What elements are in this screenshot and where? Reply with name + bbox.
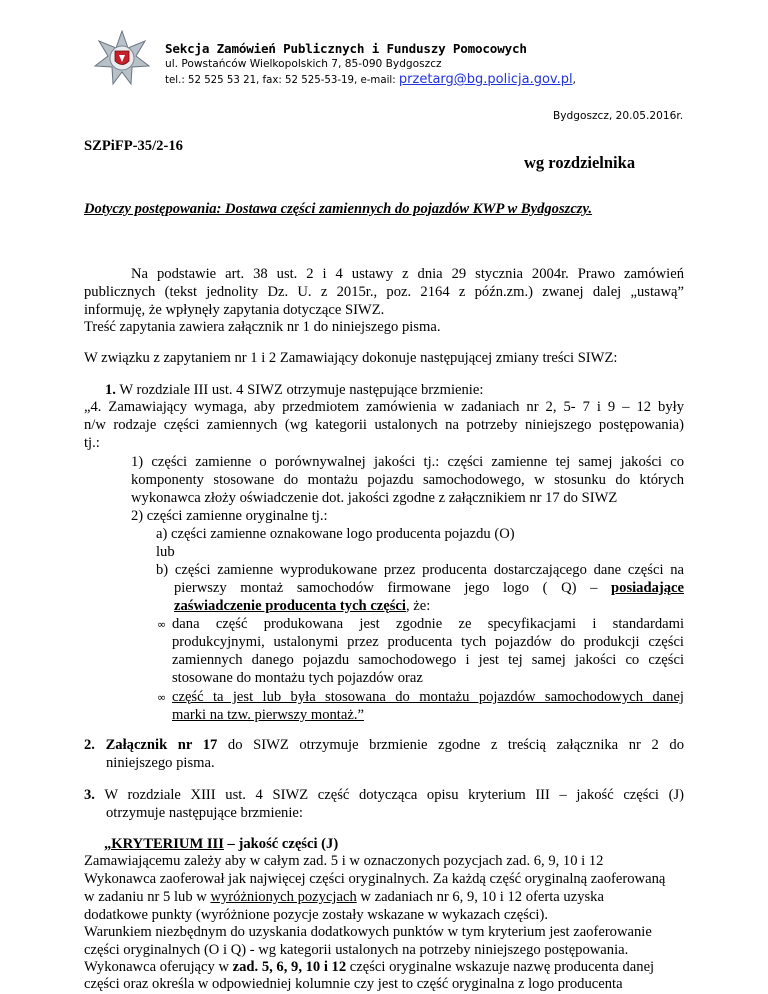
bullet-2-line-2: marki na tzw. pierwszy montaż.” <box>172 707 364 723</box>
email-link[interactable]: przetarg@bg.policja.gov.pl <box>398 72 573 87</box>
police-star-logo <box>92 30 152 86</box>
sub-b-line-1: b) części zamienne wyprodukowane przez producenta dostarczającego dane części na <box>156 562 684 578</box>
criterion-line-3-b: w zadaniach nr 6, 9, 10 i 12 oferta uzyska <box>356 889 604 905</box>
bullet-1-line-3: zamiennych danego pojazdu samochodowego i jest tej samej jakości co części <box>172 652 684 668</box>
bullet-1-line-2: produkcyjnymi, ustalonymi przez producenta tych pojazdów do produkcji części <box>172 634 684 650</box>
sub-b-bold-2: zaświadczenie producenta tych części <box>174 598 406 614</box>
bullet-1-line-1: dana część produkowana jest zgodnie ze specyfikacjami i standardami <box>172 616 684 632</box>
bullet-1-marker: ∞ <box>157 618 167 631</box>
letter-date: Bydgoszcz, 20.05.2016r. <box>553 110 684 122</box>
item2-number: 2. <box>84 737 95 753</box>
item2-bold: Załącznik nr 17 <box>105 737 218 753</box>
sub-b-line-2-text: pierwszy montaż samochodów firmowane jego logo ( Q) – <box>174 580 598 596</box>
criterion-line-7-c: części oryginalne wskazuje nazwę producenta danej <box>346 959 655 975</box>
sub-b-line-2 <box>174 579 684 597</box>
criterion-title-rest: – jakość części (J) <box>223 836 339 852</box>
criterion-line-3-a: w zadaniu nr 5 lub w <box>84 889 211 905</box>
criterion-line-6: części oryginalnych (O i Q) - wg kategorii ustalonych na potrzeby niniejszego postępowania. <box>84 942 629 958</box>
institution-contact <box>165 72 576 87</box>
item1-line-1: „4. Zamawiający wymaga, aby przedmiotem zamówienia w zadaniach nr 2, 5- 7 i 9 – 12 były <box>84 399 684 415</box>
item3-line-2: otrzymuje następujące brzmienie: <box>106 805 303 821</box>
reference-number: SZPiFP-35/2-16 <box>84 138 183 154</box>
criterion-line-3 <box>84 888 604 906</box>
item1-number: 1. <box>105 382 116 398</box>
institution-name: Sekcja Zamówień Publicznych i Funduszy Pomocowych <box>165 41 527 56</box>
item2-line-1 <box>84 736 684 754</box>
sub-b-bold-1: posiadające <box>611 580 684 596</box>
criterion-line-7-a: Wykonawca oferujący w <box>84 959 233 975</box>
criterion-line-5: Warunkiem niezbędnym do uzyskania dodatkowych punktów w tym kryterium jest zaoferowanie <box>84 924 652 940</box>
criterion-title <box>104 835 338 853</box>
criterion-line-7 <box>84 958 654 976</box>
criterion-line-1: Zamawiającemu zależy aby w całym zad. 5 i w oznaczonych pozycjach zad. 6, 9, 10 i 12 <box>84 853 604 869</box>
p2-line: 2) części zamienne oryginalne tj.: <box>131 508 328 524</box>
p1-line-2: komponenty stosowane do montażu pojazdu samochodowego, w stosunku do których <box>131 472 684 488</box>
item2-line-2: niniejszego pisma. <box>106 755 215 771</box>
intro-line-2: publicznych (tekst jednolity Dz. U. z 2015r., poz. 2164 z późn.zm.) zwanej dalej „ustawą” <box>84 284 684 300</box>
p1-line-3: wykonawca złoży oświadczenie dot. jakości zgodne z załącznikiem nr 17 do SIWZ <box>131 490 618 506</box>
intro-line-4: Treść zapytania zawiera załącznik nr 1 do niniejszego pisma. <box>84 319 441 335</box>
item3-number: 3. <box>84 787 95 803</box>
item3-line-1 <box>84 786 684 804</box>
change-intro: W związku z zapytaniem nr 1 i 2 Zamawiający dokonuje następującej zmiany treści SIWZ: <box>84 350 618 366</box>
criterion-line-4: dodatkowe punkty (wyróżnione pozycje zostały wskazane w wykazach części). <box>84 907 548 923</box>
item3-text: W rozdziale XIII ust. 4 SIWZ część dotycząca opisu kryterium III – jakość części (J) <box>104 787 684 803</box>
item1-head-text: W rozdziale III ust. 4 SIWZ otrzymuje następujące brzmienie: <box>119 382 484 398</box>
sub-b-line-3 <box>174 597 430 615</box>
sub-lub: lub <box>156 544 175 560</box>
item1-line-2: n/w rodzaje części zamiennych (wg kategorii ustalonych na potrzeby niniejszego postępowania) <box>84 417 684 433</box>
criterion-line-7-b: zad. 5, 6, 9, 10 i 12 <box>232 959 347 975</box>
p1-line-1: 1) części zamienne o porównywalnej jakości tj.: części zamienne tej samej jakości co <box>131 454 684 470</box>
institution-address: ul. Powstańców Wielkopolskich 7, 85-090 Bydgoszcz <box>165 58 442 70</box>
intro-line-1: Na podstawie art. 38 ust. 2 i 4 ustawy z dnia 29 stycznia 2004r. Prawo zamówień <box>131 266 684 282</box>
sub-b-line-3-rest: , że: <box>405 598 431 614</box>
item2-text: do SIWZ otrzymuje brzmienie zgodne z treścią załącznika nr 2 do <box>227 737 684 753</box>
subject-line: Dotyczy postępowania: Dostawa części zamiennych do pojazdów KWP w Bydgoszczy. <box>84 201 593 217</box>
criterion-line-3-u: wyróżnionych pozycjach <box>210 889 357 905</box>
sub-a: a) części zamienne oznakowane logo producenta pojazdu (O) <box>156 526 515 542</box>
bullet-2-line-1: część ta jest lub była stosowana do montażu pojazdów samochodowych danej <box>172 689 684 705</box>
contact-suffix: , <box>572 75 576 86</box>
recipient: wg rozdzielnika <box>524 153 636 172</box>
bullet-2-marker: ∞ <box>157 691 167 704</box>
item1-line-3: tj.: <box>84 435 100 451</box>
criterion-line-8: części oraz określa w odpowiedniej kolumnie czy jest to część oryginalna z logo producenta <box>84 976 623 992</box>
criterion-title-underlined: „KRYTERIUM III <box>104 836 224 852</box>
item1-heading <box>105 381 483 399</box>
intro-line-3: informuję, że wpłynęły zapytania dotyczące SIWZ. <box>84 302 385 318</box>
criterion-line-2: Wykonawca zaoferował jak najwięcej części oryginalnych. Za każdą część oryginalną zaoferowaną <box>84 871 666 887</box>
contact-phone-fax: tel.: 52 525 53 21, fax: 52 525-53-19, e-mail: <box>165 75 396 86</box>
bullet-1-line-4: stosowane do montażu tych pojazdów oraz <box>172 670 423 686</box>
